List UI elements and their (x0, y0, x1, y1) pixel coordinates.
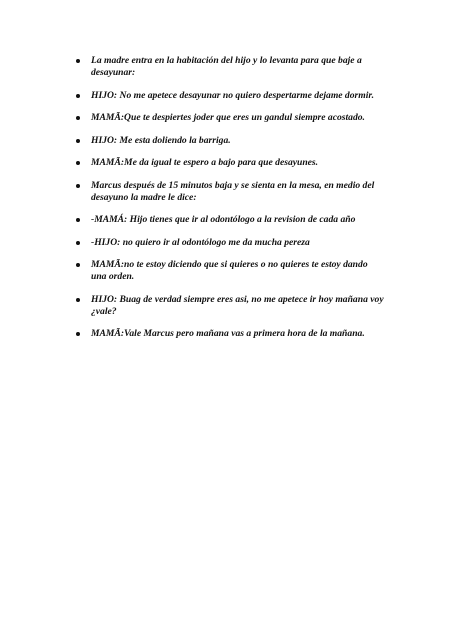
bullet-icon (76, 218, 80, 222)
list-item-text: HIJO: Buag de verdad siempre eres asi, no me apetece ir hoy mañana voy ¿vale? (91, 293, 384, 317)
list-item (74, 259, 384, 283)
list-item (74, 157, 384, 169)
dialogue-bullet-list (74, 55, 384, 351)
list-item-text: HIJO: No me apetece desayunar no quiero despertarme dejame dormir. (91, 89, 374, 101)
list-item (74, 294, 384, 318)
list-item (74, 55, 384, 79)
list-item-text: MAMÃ:Me da igual te espero a bajo para que desayunes. (91, 157, 319, 168)
list-item-text: MAMÃ:Vale Marcus pero mañana vas a primera hora de la mañana. (91, 328, 365, 339)
bullet-icon (76, 116, 80, 120)
list-item-text: La madre entra en la habitación del hijo y lo levanta para que baje a desayunar: (91, 55, 362, 78)
bullet-icon (76, 161, 80, 165)
bullet-icon (76, 139, 80, 143)
list-item (74, 90, 384, 102)
list-item-text: MAMÃ:Que te despiertes joder que eres un gandul siempre acostado. (91, 112, 365, 123)
list-item (74, 180, 384, 204)
list-item (74, 237, 384, 249)
bullet-icon (76, 184, 80, 188)
list-item-text: -MAMÁ: Hijo tienes que ir al odontólogo a la revision de cada año (91, 214, 356, 225)
bullet-icon (76, 263, 80, 267)
list-item-text: HIJO: Me esta doliendo la barriga. (91, 134, 231, 146)
bullet-icon (76, 241, 80, 245)
bullet-icon (76, 59, 80, 63)
list-item-text: MAMÃ:no te estoy diciendo que si quieres o no quieres te estoy dando una orden. (91, 259, 368, 282)
list-item-text: -HIJO: no quiero ir al odontólogo me da mucha pereza (91, 236, 310, 248)
bullet-icon (76, 298, 80, 302)
bullet-icon (76, 94, 80, 98)
list-item (74, 135, 384, 147)
list-item (74, 328, 384, 340)
bullet-icon (76, 332, 80, 336)
list-item (74, 112, 384, 124)
list-item (74, 214, 384, 226)
list-item-text: Marcus después de 15 minutos baja y se sienta en la mesa, en medio del desayuno la madre le dice: (91, 179, 375, 203)
